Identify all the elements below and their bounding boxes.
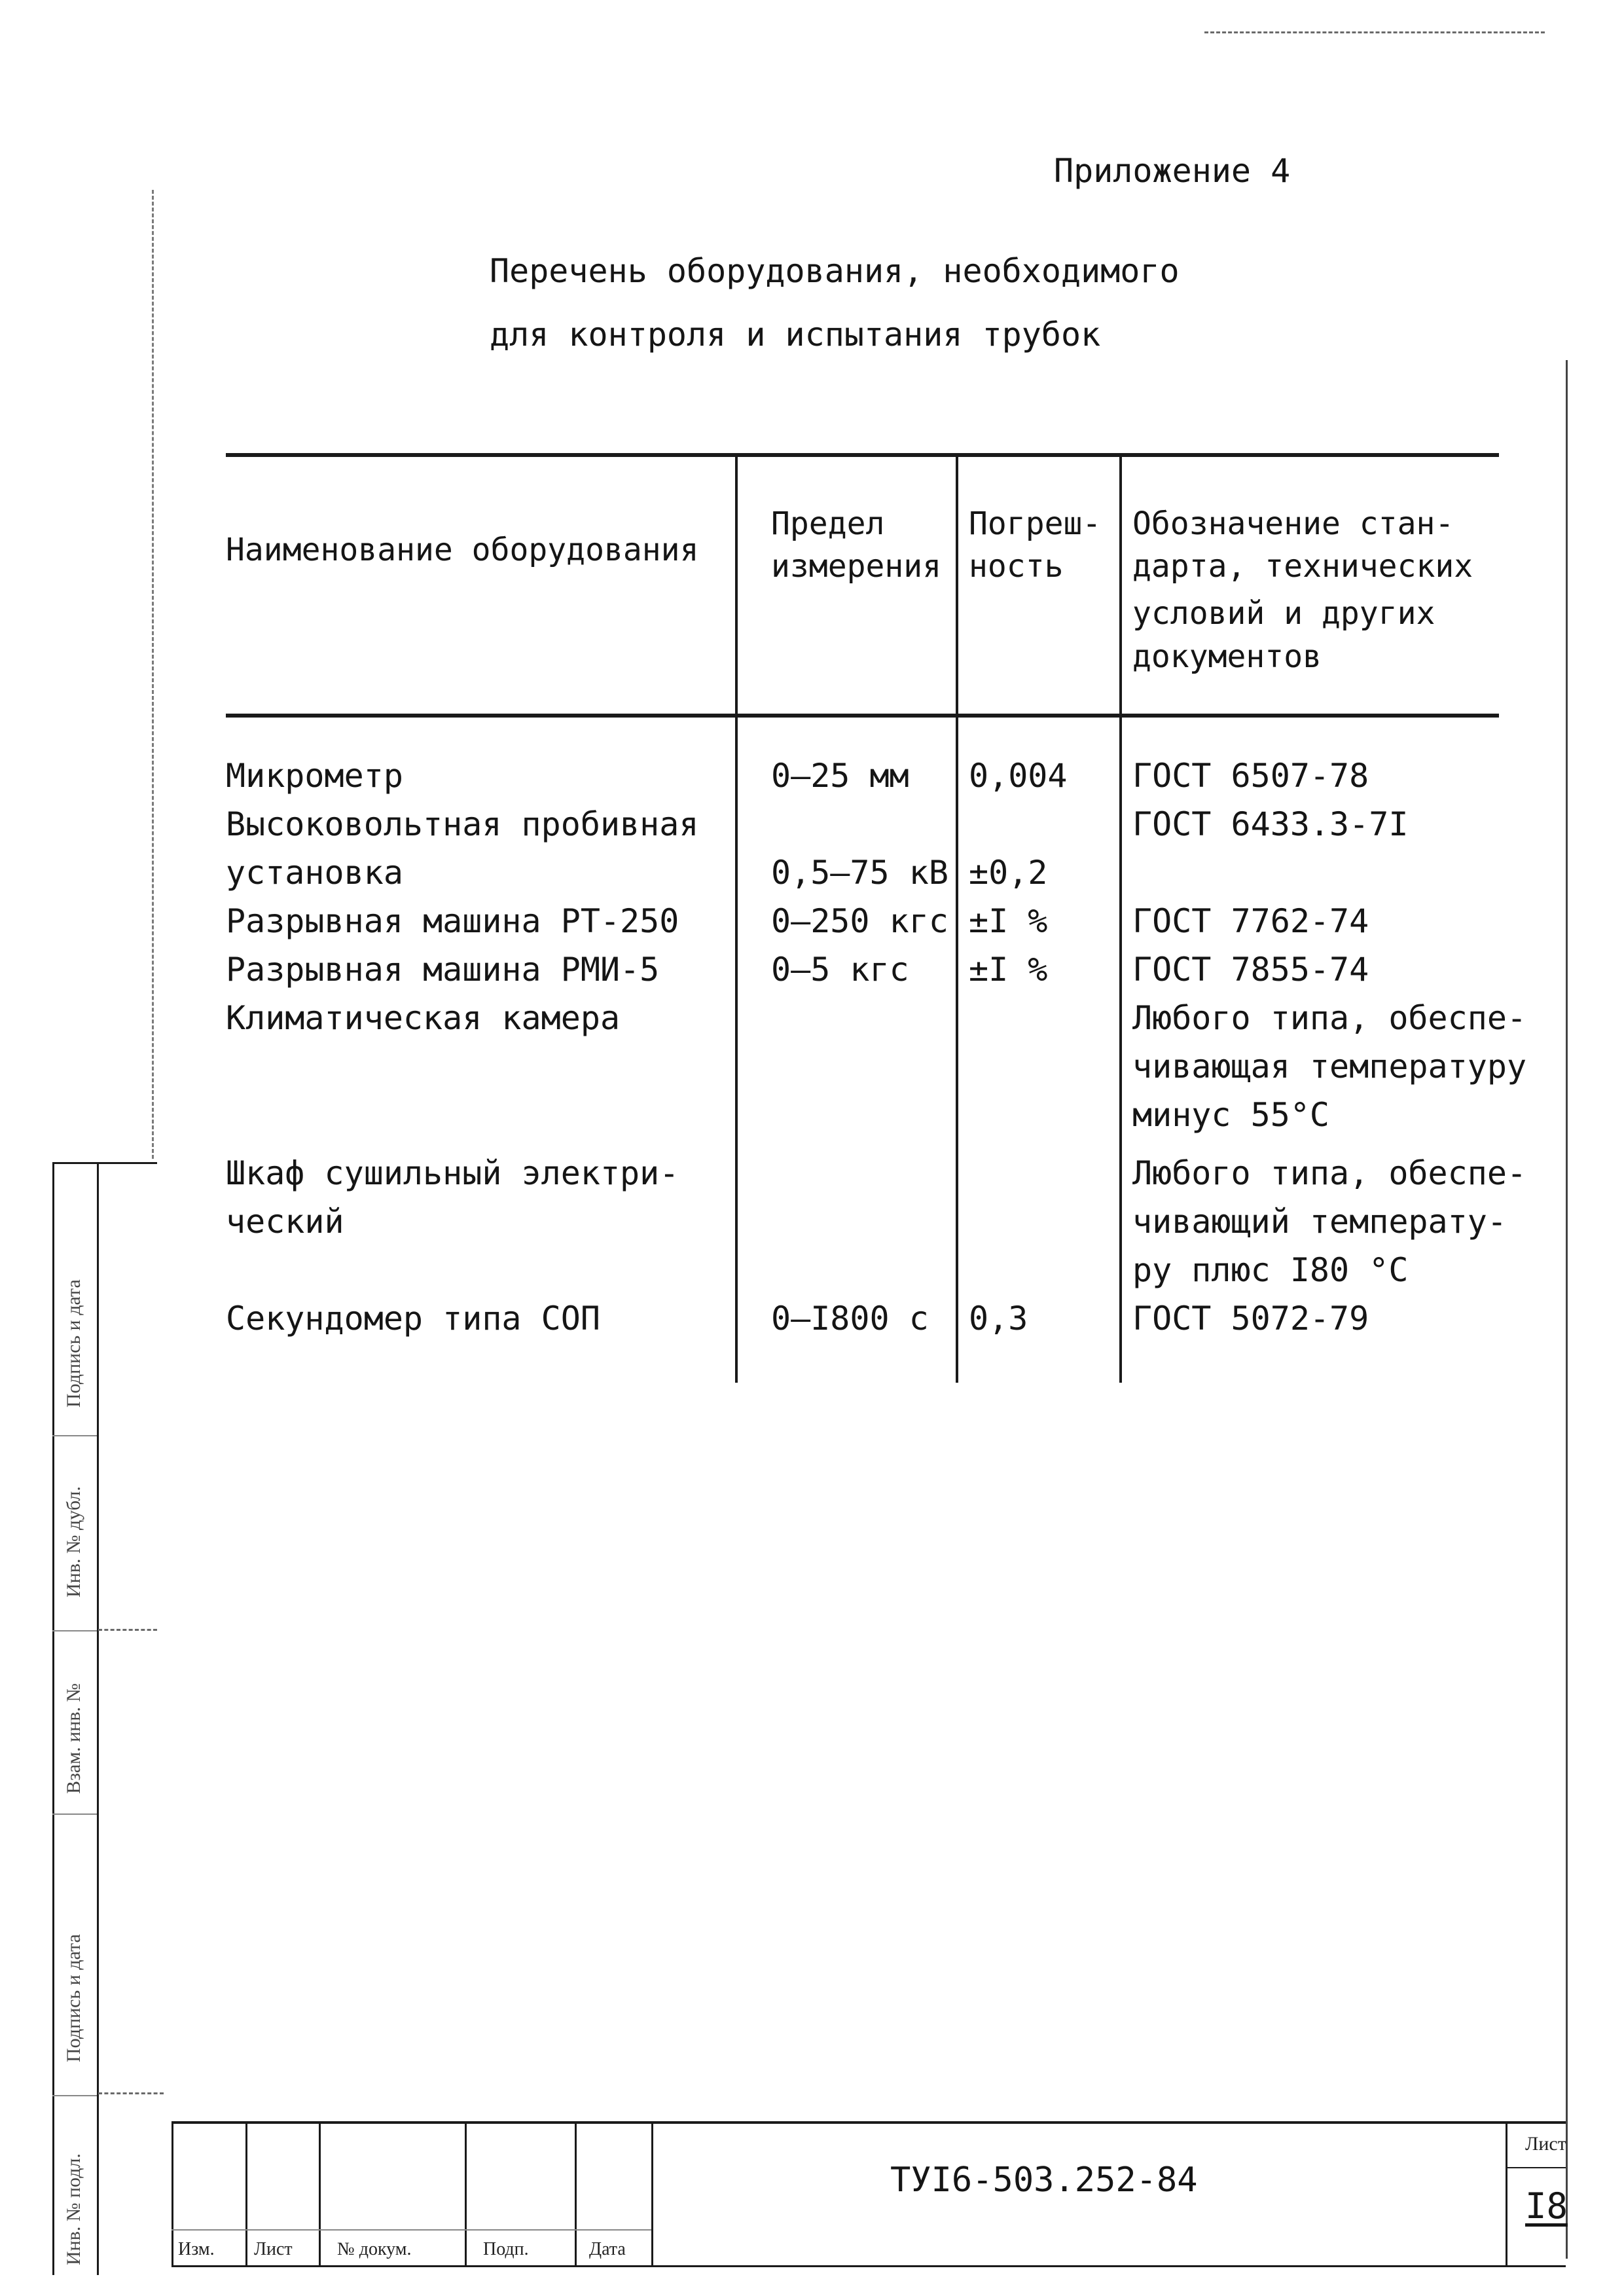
row3-name: Разрывная машина РТ-250 bbox=[226, 902, 679, 940]
row4-name: Разрывная машина РМИ-5 bbox=[226, 951, 660, 989]
header-measurement-limit-2: измерения bbox=[771, 548, 942, 585]
title-block-col-2 bbox=[319, 2121, 321, 2265]
side-label-replace-inv: Взам. инв. № bbox=[63, 1683, 84, 1794]
row1-limit: 0–25 мм bbox=[771, 757, 909, 795]
row5-standard-line2: чивающая температуру bbox=[1132, 1048, 1527, 1085]
stamp-label-doc-num: № докум. bbox=[337, 2239, 412, 2259]
side-label-dup-inv: Инв. № дубл. bbox=[63, 1486, 84, 1597]
side-strip-divider-2 bbox=[52, 1630, 97, 1631]
right-frame-line bbox=[1566, 360, 1568, 2259]
row2-name-line2: установка bbox=[226, 854, 403, 892]
document-code: ТУI6-503.252-84 bbox=[890, 2160, 1198, 2200]
row5-standard-line1: Любого типа, обеспе- bbox=[1132, 999, 1527, 1037]
row1-standard: ГОСТ 6507-78 bbox=[1132, 757, 1369, 795]
row3-error: ±I % bbox=[969, 902, 1048, 940]
side-strip-divider-4 bbox=[52, 2095, 97, 2096]
side-strip-divider-3 bbox=[52, 1813, 97, 1815]
stamp-label-change: Изм. bbox=[178, 2239, 215, 2259]
side-strip-divider-1 bbox=[52, 1435, 97, 1436]
side-strip-dash-2 bbox=[98, 2092, 164, 2094]
header-error-2: ность bbox=[969, 548, 1064, 585]
header-standard-4: документов bbox=[1132, 638, 1322, 675]
sheet-number: I8 bbox=[1525, 2185, 1568, 2227]
title-block-label-row bbox=[171, 2229, 651, 2231]
row2-standard: ГОСТ 6433.3-7I bbox=[1132, 805, 1409, 843]
header-standard-1: Обозначение стан- bbox=[1132, 505, 1454, 542]
table-col-divider-2 bbox=[956, 453, 958, 1383]
table-header-rule bbox=[226, 714, 1499, 718]
row7-name: Секундомер типа СОП bbox=[226, 1300, 600, 1338]
title-block-col-3 bbox=[465, 2121, 467, 2265]
title-block-col-5 bbox=[651, 2121, 653, 2265]
document-title-line-2: для контроля и испытания трубок bbox=[490, 316, 1101, 354]
title-block-col-4 bbox=[575, 2121, 577, 2265]
stamp-label-date: Дата bbox=[589, 2239, 626, 2259]
row3-limit: 0–250 кгс bbox=[771, 902, 948, 940]
row6-name-line1: Шкаф сушильный электри- bbox=[226, 1154, 679, 1192]
document-title-line-1: Перечень оборудования, необходимого bbox=[490, 252, 1180, 290]
title-block-left-line bbox=[171, 2121, 173, 2265]
row2-name-line1: Высоковольтная пробивная bbox=[226, 805, 699, 843]
table-col-divider-3 bbox=[1119, 453, 1122, 1383]
row7-limit: 0–I800 с bbox=[771, 1300, 929, 1338]
header-error-1: Погреш- bbox=[969, 505, 1102, 542]
side-strip-top-line bbox=[52, 1162, 157, 1164]
stamp-label-sheet: Лист bbox=[254, 2239, 293, 2259]
header-standard-2: дарта, технических bbox=[1132, 548, 1473, 585]
sheet-label: Лист bbox=[1525, 2133, 1566, 2155]
header-equipment-name: Наименование оборудования bbox=[226, 532, 699, 568]
title-block-top-line bbox=[171, 2121, 1566, 2124]
row6-standard-line2: чивающий температу- bbox=[1132, 1203, 1507, 1241]
row3-standard: ГОСТ 7762-74 bbox=[1132, 902, 1369, 940]
title-block-sheet-divider bbox=[1506, 2167, 1566, 2168]
row4-error: ±I % bbox=[969, 951, 1048, 989]
side-strip-outer-line bbox=[52, 1162, 54, 2275]
row1-error: 0,004 bbox=[969, 757, 1068, 795]
side-label-signature-date: Подпись и дата bbox=[63, 1279, 84, 1408]
row5-name: Климатическая камера bbox=[226, 999, 621, 1037]
row7-error: 0,3 bbox=[969, 1300, 1028, 1338]
appendix-label: Приложение 4 bbox=[1054, 152, 1291, 190]
row4-limit: 0–5 кгс bbox=[771, 951, 909, 989]
row6-standard-line1: Любого типа, обеспе- bbox=[1132, 1154, 1527, 1192]
table-top-rule bbox=[226, 453, 1499, 457]
title-block-bottom-line bbox=[171, 2265, 1566, 2267]
row6-standard-line3: ру плюс I80 °С bbox=[1132, 1251, 1409, 1289]
header-measurement-limit-1: Предел bbox=[771, 505, 885, 542]
row7-standard: ГОСТ 5072-79 bbox=[1132, 1300, 1369, 1338]
stamp-label-signature: Подп. bbox=[483, 2239, 529, 2259]
side-label-signature-date-2: Подпись и дата bbox=[63, 1934, 84, 2062]
side-strip-inner-line bbox=[97, 1162, 99, 2275]
side-strip-dash-1 bbox=[98, 1629, 157, 1631]
row2-limit: 0,5–75 кВ bbox=[771, 854, 948, 892]
header-standard-3: условий и других bbox=[1132, 595, 1435, 632]
left-margin-guide bbox=[152, 190, 154, 1159]
row1-name: Микрометр bbox=[226, 757, 403, 795]
top-margin-mark bbox=[1204, 31, 1545, 33]
side-label-orig-inv: Инв. № подл. bbox=[63, 2153, 84, 2265]
row6-name-line2: ческий bbox=[226, 1203, 344, 1241]
row2-error: ±0,2 bbox=[969, 854, 1048, 892]
row5-standard-line3: минус 55°С bbox=[1132, 1096, 1330, 1134]
title-block-sheet-col bbox=[1506, 2121, 1507, 2265]
table-col-divider-1 bbox=[735, 453, 738, 1383]
row4-standard: ГОСТ 7855-74 bbox=[1132, 951, 1369, 989]
title-block-col-1 bbox=[245, 2121, 247, 2265]
